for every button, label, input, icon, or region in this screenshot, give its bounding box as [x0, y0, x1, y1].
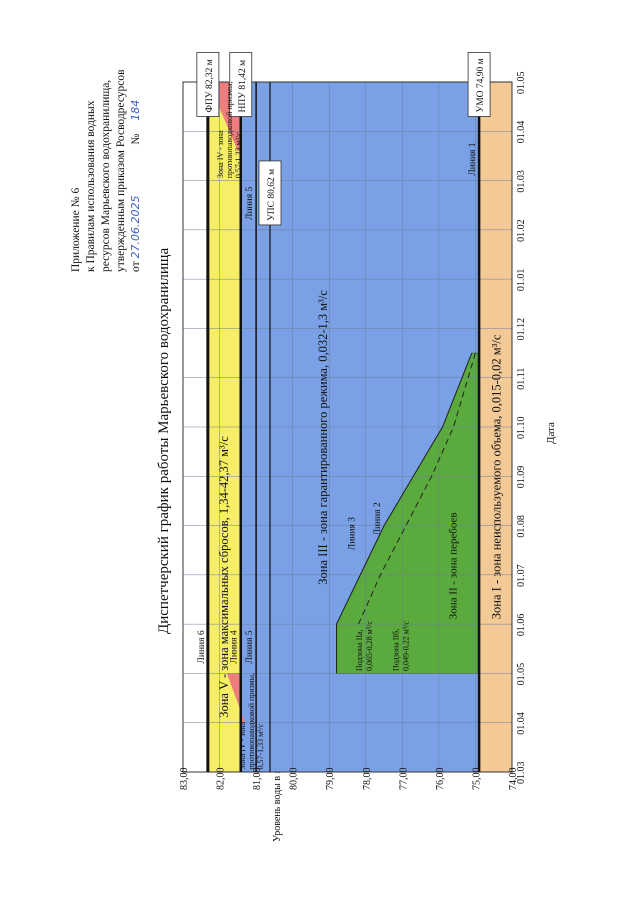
line3-label: Линия 3	[347, 517, 358, 551]
x-tick-label: 01.04	[516, 712, 527, 735]
line1-label: Линия 1	[468, 142, 479, 176]
x-tick-label: 01.03	[516, 761, 527, 784]
appendix-header-line4: утвержденным приказом Росводресурсов	[115, 69, 127, 272]
x-tick-label: 01.02	[516, 219, 527, 242]
y-tick-label: 80,00	[288, 767, 300, 790]
handwritten-date: 27.06.2025	[129, 195, 142, 259]
x-tick-label: 01.05	[516, 71, 527, 94]
x-tick-label: 01.12	[516, 317, 527, 341]
sub2a-label-1: Подзона IIа,	[355, 629, 365, 671]
x-tick-label: 01.07	[516, 564, 527, 587]
y-tick-label: 75,00	[471, 767, 483, 790]
line4-label: Линия 4	[229, 630, 240, 664]
umo-label: УМО 74,90 м	[476, 58, 487, 113]
zone5-label: Зона V - зона максимальных сбросов, 1,34-42,37 м³/с	[217, 436, 232, 718]
chart-title: Диспетчерский график работы Марьевского водохранилища	[156, 247, 172, 634]
sub2b-label-2: 0,049-0,22 м³/с	[401, 621, 411, 671]
x-tick-label: 01.04	[516, 120, 527, 144]
y-tick-label: 82,00	[215, 767, 227, 790]
line5-right-label: Линия 5	[245, 186, 256, 220]
zone4-right-label-2: противопаводковой призмы,	[225, 81, 235, 179]
sub2a-label-2: 0,065-0,28 м³/с	[365, 621, 375, 671]
x-tick-label: 01.09	[516, 465, 527, 489]
handwritten-number: 184	[129, 99, 142, 121]
x-tick-label: 01.03	[516, 170, 527, 193]
x-tick-label: 01.06	[516, 613, 527, 637]
x-tick-label: 01.10	[516, 416, 527, 439]
npu-label: НПУ 81,42 м	[237, 59, 248, 113]
x-axis-title: Дата	[545, 422, 557, 444]
zone4-right-label-1: Зона IV - зона	[216, 130, 226, 179]
ups-label: УПС 80,62 м	[267, 168, 278, 221]
x-tick-label: 01.05	[516, 662, 527, 686]
y-tick-label: 79,00	[325, 767, 337, 790]
appendix-header-line2: к Правилам использования водных	[85, 100, 97, 272]
x-tick-label: 01.01	[516, 268, 527, 292]
number-sign: №	[130, 133, 142, 145]
x-tick-label: 01.11	[516, 367, 527, 390]
zone4-left-label-1: Зона IV - зона	[238, 721, 248, 770]
x-tick-label: 01.08	[516, 515, 527, 538]
y-tick-label: 74,00	[508, 767, 519, 790]
y-tick-label: 76,00	[434, 767, 446, 790]
zone3-label: Зона III - зона гарантированного режима, 0,032-1,3 м³/с	[315, 290, 330, 585]
y-tick-label: 77,00	[398, 767, 410, 790]
y-tick-label: 78,00	[361, 767, 373, 790]
line6-label: Линия 6	[196, 630, 207, 664]
zone4-left-label-3: 0,57-1,33 м³/с	[256, 723, 266, 770]
y-tick-label: 83,00	[179, 767, 190, 790]
fpu-label: ФПУ 82,32 м	[204, 59, 215, 113]
line2-label: Линия 2	[373, 502, 384, 536]
sub2b-label-1: Подзона IIб,	[391, 628, 401, 671]
zone4-left-label-2: противопаводковой призмы,	[247, 672, 257, 770]
zone4-right-label-3: 0,57-1,33 м³/с	[234, 132, 244, 179]
line5-left-label: Линия 5	[245, 630, 256, 664]
zone1-label: Зона I - зона неиспользуемого объема, 0,015-0,02 м³/с	[489, 334, 504, 620]
y-tick-label: 81,00	[252, 767, 264, 790]
appendix-header-line1: Приложение № 6	[70, 187, 82, 272]
zone2-label: Зона II - зона перебоев	[447, 512, 460, 620]
appendix-header-line3: ресурсов Марьевского водохранилища,	[100, 79, 112, 272]
date-prefix: от	[130, 261, 142, 272]
